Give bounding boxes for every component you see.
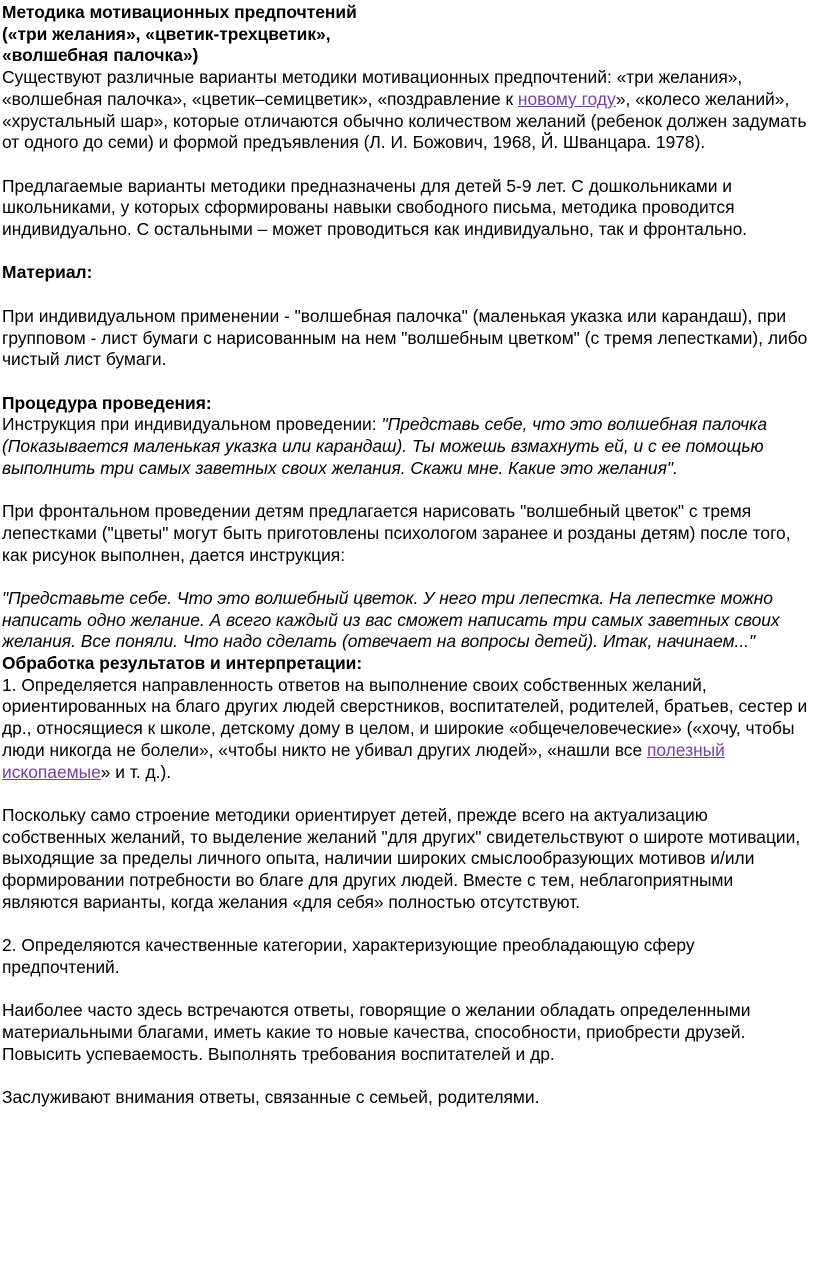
intro-text-2: », «колесо желаний», «хрустальный шар», которые отличаются обычно количеством желаний (ребенок должен задумать от одного до семи) и формой предъявления (Л. И. Божович, 1968, Й. Шванцара. 1978). — [2, 88, 807, 153]
frontal-paragraph: При фронтальном проведении детям предлагается нарисовать "волшебный цветок" с тремя лепестками ("цветы" могут быть приготовлены психологом заранее и розданы детям) после того, как рисунок выполнен, дается инструкция: — [2, 501, 791, 565]
processing-item-1-end: » и т. д.). — [100, 761, 172, 782]
individual-instruction-intro: Инструкция при индивидуальном проведении: — [2, 414, 382, 435]
document-title — [2, 2, 814, 67]
processing-item-2: 2. Определяются качественные категории, характеризующие преобладающую сферу предпочтений. — [2, 935, 695, 977]
title-line-3: «волшебная палочка») — [2, 45, 199, 66]
individual-instruction-quote: "Представь себе, что это волшебная палочка (Показывается маленькая указка или карандаш). Ты можешь взмахнуть ей, и с ее помощью выполнить три самых заветных своих желания. Скажи мне. Какие это желания". — [2, 414, 767, 478]
material-paragraph: При индивидуальном применении - "волшебная палочка" (маленькая указка или карандаш), при групповом - лист бумаги с нарисованным на нем "волшебным цветком" (с тремя лепестками), либо чистый лист бумаги. — [2, 305, 808, 370]
processing-paragraph-4: Заслуживают внимания ответы, связанные с семьей, родителями. — [2, 1087, 540, 1107]
title-line-2: («три желания», «цветик-трехцветик», — [2, 23, 331, 44]
processing-heading: Обработка результатов и интерпретации: — [2, 653, 363, 673]
individual-instruction — [2, 414, 814, 479]
intro-paragraph — [2, 67, 814, 154]
processing-item-1 — [2, 675, 814, 784]
frontal-instruction-quote: "Представьте себе. Что это волшебный цветок. У него три лепестка. На лепестке можно написать одно желание. А всего каждый из вас сможет написать три самых заветных своих желания. Все поняли. Что надо сделать (отвечает на вопросы детей). Итак, начинаем..." — [2, 587, 780, 652]
title-line-1: Методика мотивационных предпочтений — [2, 2, 357, 22]
minerals-link[interactable]: полезный ископаемые — [2, 739, 725, 782]
processing-item-1-text: 1. Определяется направленность ответов на выполнение своих собственных желаний, ориентированных на благо других людей сверстников, воспитателей, родителей, братьев, сестер и др., относящиеся к школе, детскому дому в целом, и широкие «общечеловеческие» («хочу, чтобы люди никогда не болели», «чтобы никто не убивал других людей», «нашли все — [2, 674, 808, 760]
procedure-heading: Процедура проведения: — [2, 392, 212, 413]
intro-text-1: Существуют различные варианты методики мотивационных предпочтений: «три желания», «волшебная палочка», «цветик–семицветик», «поздравление к — [2, 67, 743, 109]
new-year-link[interactable]: новому году — [517, 88, 616, 109]
processing-paragraph-3: Наиболее часто здесь встречаются ответы, говорящие о желании обладать определенными материальными благами, иметь какие то новые качества, способности, приобрести друзей. Повысить успеваемость. Выполнять требования воспитателей и др. — [2, 1000, 751, 1064]
purpose-paragraph: Предлагаемые варианты методики предназначены для детей 5-9 лет. С дошкольниками и школьниками, у которых сформированы навыки свободного письма, методика проводится индивидуально. С остальными – может проводиться как индивидуально, так и фронтально. — [2, 175, 748, 240]
processing-paragraph-2: Поскольку само строение методики ориентирует детей, прежде всего на актуализацию собственных желаний, то выделение желаний "для других" свидетельствуют о широте мотивации, выходящие за пределы личного опыта, наличии широких смыслообразующих мотивов и/или формировании потребности во благе для других людей. Вместе с тем, неблагоприятными являются варианты, когда желания «для себя» полностью отсутствуют. — [2, 804, 801, 912]
material-heading: Материал: — [2, 262, 93, 283]
